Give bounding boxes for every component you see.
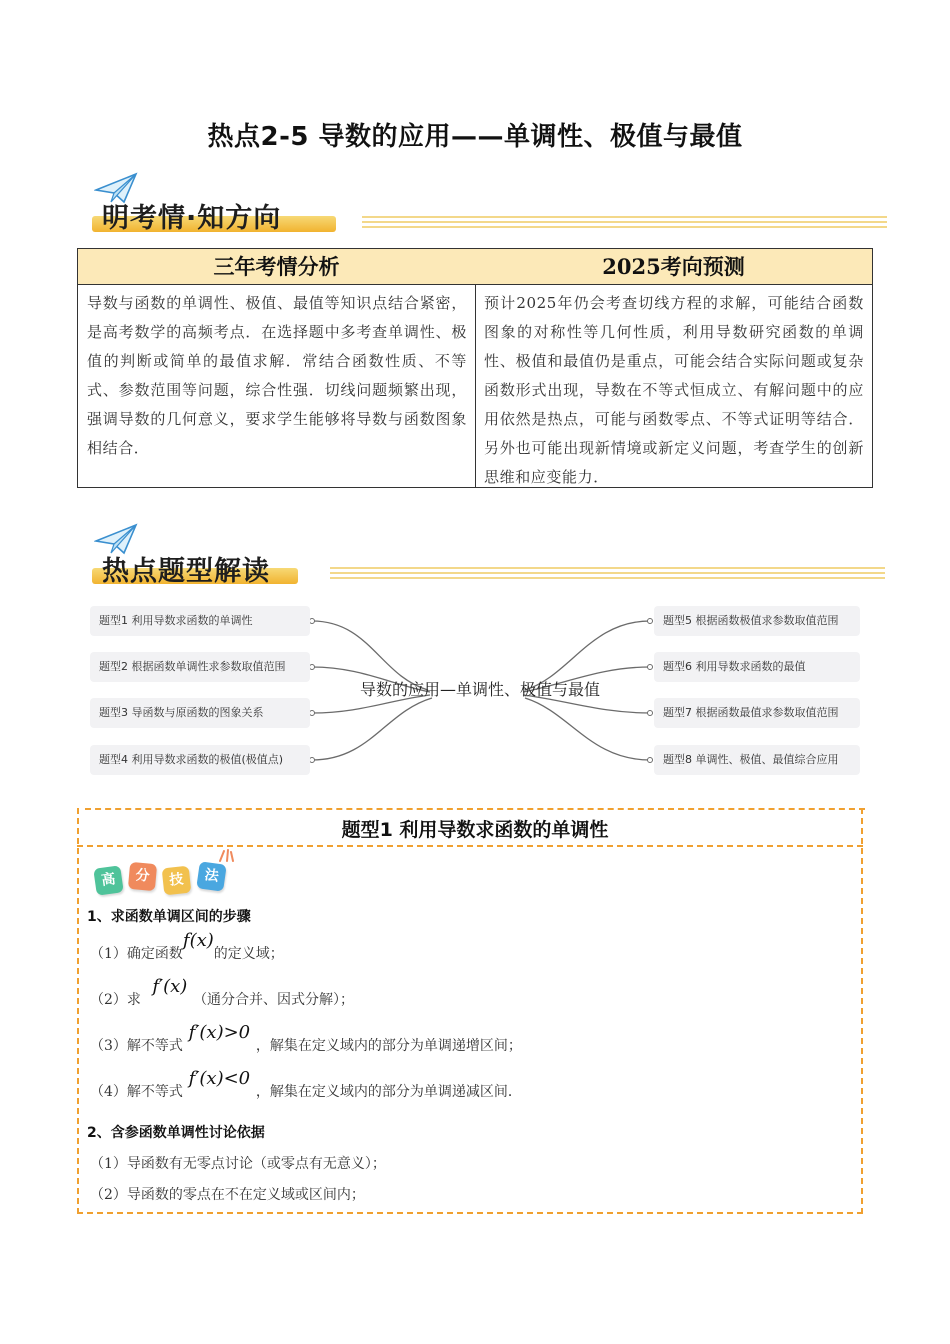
mindmap-center: 导数的应用—单调性、极值与最值 xyxy=(359,680,600,699)
type1-title: 题型1 利用导数求函数的单调性 xyxy=(341,819,609,841)
step-text: （2）求 xyxy=(90,992,141,1008)
discussion-point-1: （1）导函数有无零点讨论（或零点有无意义）； xyxy=(90,1156,386,1172)
step-text: （3）解不等式 xyxy=(90,1038,183,1054)
step-text: （1）确定函数 xyxy=(90,946,183,962)
section-title: 热点题型解读 xyxy=(102,556,270,587)
column-header: 三年考情分析 xyxy=(78,249,475,285)
step-text: ，解集在定义域内的部分为单调递增区间； xyxy=(255,1038,522,1054)
mindmap-node-right-4: 题型8 单调性、极值、最值综合应用 xyxy=(654,745,860,775)
badge-fa: 法 xyxy=(196,861,226,891)
sparkle-icon xyxy=(218,849,236,863)
step-4 xyxy=(90,1068,522,1101)
mindmap-node-right-3: 题型7 根据函数最值求参数取值范围 xyxy=(654,698,860,728)
analysis-text: 导数与函数的单调性、极值、最值等知识点结合紧密，是高考数学的高频考点．在选择题中多考查单调性、极值的判断或简单的最值求解．常结合函数性质、不等式、参数范围等问题，综合性强．切线问题频繁出现，强调导数的几何意义，要求学生能够将导数与函数图象相结合． xyxy=(87,294,467,457)
discussion-point-2: （2）导函数的零点在不在定义域或区间内； xyxy=(90,1187,365,1203)
step-1 xyxy=(90,930,284,963)
math-expression: f′(x) xyxy=(152,976,188,997)
math-expression: f′(x)<0 xyxy=(188,1068,251,1089)
prediction-text: 预计2025年仍会考查切线方程的求解，可能结合函数图象的对称性等几何性质，利用导数研究函数的单调性、极值和最值仍是重点，可能会结合实际问题或复杂函数形式出现，导数在不等式恒成立、有解问题中的应用依然是热点，可能与函数零点、不等式证明等结合．另外也可能出现新情境或新定义问题，考查学生的创新思维和应变能力． xyxy=(484,294,864,486)
mindmap-node-left-1: 题型1 利用导数求函数的单调性 xyxy=(90,606,310,636)
mindmap-node-left-4: 题型4 利用导数求函数的极值(极值点) xyxy=(90,745,310,775)
mindmap-node-left-2: 题型2 根据函数单调性求参数取值范围 xyxy=(90,652,310,682)
step-heading-2: 2、含参函数单调性讨论依据 xyxy=(87,1125,265,1141)
step-text: （通分合并、因式分解）； xyxy=(193,992,355,1008)
badge-ji: 技 xyxy=(162,866,192,896)
step-text: ，解集在定义域内的部分为单调递减区间． xyxy=(255,1084,522,1100)
mindmap-node-left-3: 题型3 导函数与原函数的图象关系 xyxy=(90,698,310,728)
page-title: 热点2-5 导数的应用——单调性、极值与最值 xyxy=(207,122,743,152)
step-heading-1: 1、求函数单调区间的步骤 xyxy=(87,909,251,925)
step-text: 的定义域； xyxy=(213,946,284,962)
column-header: 2025考向预测 xyxy=(475,249,872,285)
badge-fen: 分 xyxy=(128,862,157,891)
badge-gao: 高 xyxy=(93,865,123,895)
step-2 xyxy=(90,976,355,1009)
decorative-lines xyxy=(330,567,885,582)
step-text: （4）解不等式 xyxy=(90,1084,183,1100)
mindmap-node-right-2: 题型6 利用导数求函数的最值 xyxy=(654,652,860,682)
step-3 xyxy=(90,1022,522,1055)
math-expression: f′(x)>0 xyxy=(188,1022,251,1043)
mindmap-node-right-1: 题型5 根据函数极值求参数取值范围 xyxy=(654,606,860,636)
section-title: 明考情·知方向 xyxy=(102,203,282,234)
decorative-lines xyxy=(362,216,887,231)
math-expression: f(x) xyxy=(182,930,214,951)
